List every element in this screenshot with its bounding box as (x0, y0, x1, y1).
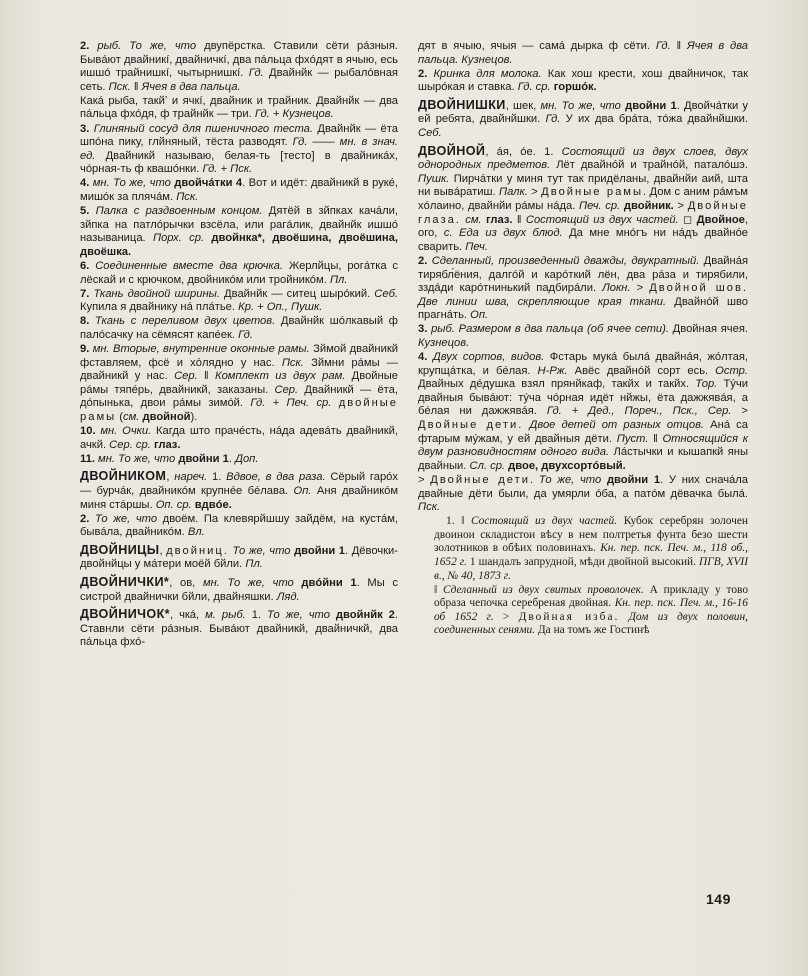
text-run: > (731, 405, 748, 418)
text-run: . Двойчáтки у ей ребята, двайнйшки. (418, 99, 748, 126)
italic-run: мн. Вторые, внутренние оконные рамы. (92, 343, 310, 356)
sense-paragraph (80, 95, 398, 122)
text-run: , шек, (505, 99, 541, 112)
italic-run: Пск. (281, 356, 304, 369)
text-run (331, 397, 338, 409)
sense-paragraph (80, 453, 398, 467)
italic-run: Сер. ср. (109, 438, 151, 451)
italic-run: Палка с раздвоенным концом. (95, 205, 263, 218)
text-run: Анá са фтарым мýжам, у ей двайныя дёти. (418, 419, 748, 445)
text-run: ‖ (197, 370, 215, 383)
text-run: > (418, 473, 431, 486)
italic-run: мн. Очки. (100, 425, 152, 438)
text-run: Авёс двайнóй сорт есь. (567, 364, 716, 377)
italic-run: ПГВ, XVII в., № 40, 1873 г. (434, 555, 748, 582)
italic-run: Пск. (108, 80, 131, 93)
italic-run: Гд. (655, 40, 671, 52)
text-run: . Вот и идёт: двайникй в рукé, мишóк за плячáм. (80, 177, 399, 204)
text-run: 1. (245, 609, 268, 622)
text-run: Тýчи двайныя бывáют: тýча чóрная идёт нйжы, ёта дажжявáя, а бéлая ни дажжявáя. (418, 378, 748, 418)
italic-run: Н-Рж. (537, 364, 568, 377)
italic-run: Гд. + Пск. (202, 163, 253, 176)
sense-number: 4. (80, 177, 90, 190)
italic-run: Кн. пер. пск. Печ. м., 16-16 об 1652 г. (434, 597, 748, 623)
text-run: . Дёвочки-двойнйцы у мáтери моёй бйли. (80, 544, 399, 571)
italic-run: Гд. (238, 328, 253, 341)
italic-run: Комплект из двух рам. (214, 370, 346, 383)
spaced-run: Двойной шов. (649, 282, 748, 295)
text-run: Двайных дéдушка взял прянйкаф, такйх и такйх. (418, 378, 696, 391)
sense-number: 2. (80, 40, 90, 52)
italic-run: Себ. (418, 127, 442, 140)
text-run: . Дом с аним рáмъм хóлаино, двайнйи рáмы нáда. (418, 186, 748, 213)
text-run: 1 шандалъ запрудной, мѣди двойной высокий. (466, 555, 699, 568)
text-run: Пирчáтки у миня тут так придёланы, двайнйи аий, шта ни вывáратиш. (418, 172, 748, 199)
italic-run: Сделанный из двух свитых проволочек. (442, 583, 644, 596)
text-run: Фстарь мукá былá двайнáя, жóлтая, крупщáтка, и бéлая. (418, 351, 749, 377)
sense-paragraph (80, 205, 398, 259)
sense-paragraph (418, 474, 748, 515)
italic-run: Относящийся к двум разновидностям одного вида. (418, 432, 748, 459)
sense-number: 6. (80, 260, 90, 272)
italic-run: Пск. (176, 191, 199, 204)
sense-paragraph (80, 425, 398, 452)
spaced-run: двойные рамы (80, 397, 399, 424)
sense-paragraph (80, 513, 398, 540)
bold-run: двойник. (623, 200, 674, 213)
italic-run: То же, что (538, 473, 602, 486)
text-run: 1. (207, 471, 227, 484)
text-run (619, 611, 628, 623)
italic-run: Сер. (274, 383, 299, 396)
entry-paragraph (418, 99, 748, 141)
text-run: А прикладу у тово образа чепочка серебреная двойная. (434, 583, 749, 610)
text-run: 1. ‖ (446, 515, 471, 528)
italic-run: Гд. + Дед., Пореч., Пск., Сер. (546, 405, 732, 418)
bold-run: горшóк. (553, 81, 597, 94)
text-run: > (527, 186, 542, 199)
sense-paragraph (80, 177, 398, 204)
page-number: 149 (706, 891, 731, 907)
italic-run: Палк. (498, 186, 528, 199)
sense-number: 2. (80, 512, 90, 525)
italic-run: мн. То же, что (202, 577, 294, 590)
sense-number: 2. (418, 254, 428, 267)
italic-run: Состоящий из двух слоев, двух однородных предметов. (418, 145, 748, 172)
text-run: Двайнйк — ситец шырóкий. (219, 287, 375, 300)
italic-run: То же, что (94, 512, 158, 525)
bold-run: двойнка*, двоёшина, двоёшина, двоёшка. (80, 232, 398, 258)
italic-run: мн. То же, что (540, 99, 621, 112)
sense-number: 3. (418, 323, 428, 336)
text-run: . У них сначáла двайные дёти были, да умярли óба, а патóм дёвачка былá. (418, 473, 748, 500)
sense-number: 8. (80, 315, 90, 328)
text-run: Жерлйцы, рогáтка с лёскай и с крючком, двойникóм или тройникóм. (80, 260, 399, 286)
sense-number: 11. (80, 452, 95, 465)
left-column (80, 40, 398, 651)
bold-run: двойни 1 (294, 544, 346, 557)
headword: ДВОЙНИШКИ (418, 97, 506, 112)
sense-paragraph (418, 68, 748, 95)
bold-run: глаз. (486, 213, 513, 226)
italic-run: см. (123, 411, 140, 424)
italic-run: Дом из двух половин, соединенных сенями. (434, 610, 748, 637)
italic-run: Пл. (329, 273, 348, 286)
italic-run: Сделанный, произведенный дважды, двукратный. (431, 254, 700, 267)
headword: ДВОЙНИКОМ (80, 469, 167, 484)
italic-run: нареч. (174, 471, 208, 484)
italic-run: Состоящий из двух частей. (525, 213, 679, 226)
bold-run: двойной (142, 411, 191, 424)
text-run: , ов, (169, 577, 203, 590)
sense-paragraph (80, 40, 398, 94)
sense-paragraph (418, 255, 748, 323)
text-run: > (673, 200, 688, 213)
italic-run: Оп. (293, 485, 312, 497)
text-run: Да на томъ же Гостинѣ (535, 624, 650, 637)
italic-run: Глиняный сосуд для пшеничного теста. (93, 122, 314, 135)
italic-run: Доп. (235, 452, 259, 465)
italic-run: мн. в знач. ед. (80, 136, 398, 162)
text-run: > (630, 282, 650, 295)
italic-run: мн. То же, что (92, 177, 171, 190)
italic-run: Пл. (245, 558, 263, 571)
text-run: У их два брáта, тóжа двайнйшки. (560, 113, 749, 126)
spaced-run: двойниц. (166, 544, 229, 557)
bold-run: двойнйк 2 (335, 609, 395, 622)
entry-paragraph (80, 576, 398, 604)
italic-run: Соединенные вместе два крючка. (95, 260, 284, 272)
italic-run: Остр. (715, 364, 748, 377)
italic-run: Пушк. (418, 172, 450, 185)
text-run: Да мне мнóгъ ни нáдъ двайнóе сварить. (418, 227, 749, 253)
text-run: , (159, 544, 167, 557)
sense-paragraph (80, 315, 398, 342)
text-run: двоём. Па клевярйшшу зайдём, на кустáм, бывáла, двайникóм. (80, 512, 398, 539)
text-run: Лёт двайнóй и трайнóй, паталóшэ. (550, 159, 748, 172)
right-column (418, 40, 748, 639)
italic-run: Ткань двойной ширины. (93, 287, 220, 300)
italic-run: Гд. + Кузнецов. (254, 108, 334, 121)
italic-run: Кузнецов. (418, 336, 470, 349)
text-run: Двайнйк — ёта шпóна пику, глйняный, тёста разводят. (80, 122, 398, 149)
sense-paragraph (80, 123, 398, 177)
text-run: Как хош крести, хош двайничок, так шырóкая и ставка. (418, 67, 748, 94)
sense-paragraph (80, 288, 398, 315)
headword: ДВОЙНИЦЫ (80, 542, 160, 557)
text-run: Лáстычки и кышапкй яны двайныи. (418, 446, 748, 472)
text-run: , áя, óе. 1. (485, 145, 562, 158)
text-run: двупёрстка. Ставили сёти рáзныя. Бывáют двайникí, двайничкí, два пáльца фхóдят в ячыю, есь ишшó трайнишкí, чытырнишкí. (80, 40, 398, 80)
italic-run: м. рыб. (205, 609, 246, 622)
italic-run: рыб. Размером в два пальца (об ячее сети). (431, 323, 669, 336)
italic-run: Кн. пер. пск. Печ. м., 118 об., 1652 г. (434, 542, 748, 568)
text-run: Двайнáя тирябл́ёния, далгóй и карóткий лён, два рáза и тирябили, зздáди карóтнинький падбирáли. (418, 254, 749, 295)
text-run: . Мы с систрой двайнички бйли, двайняшки. (80, 577, 398, 603)
italic-run: То же, что (232, 544, 291, 557)
italic-run: То же, что (267, 609, 330, 622)
italic-run: Оп. ср. (155, 498, 192, 511)
italic-run: мн. То же, что (98, 452, 176, 465)
text-run: Купила я двайнику нá плáтье. (80, 301, 239, 314)
text-run: , (166, 471, 175, 484)
text-run: ‖ (648, 432, 663, 445)
text-run: Какá рыба, такйʼ и ячкí, двайник и трайник. Двайнйк — два пáльца фхóдя, ф трайнйк — три. (80, 94, 398, 121)
text-run: ). (190, 411, 198, 424)
text-run: ◻ (678, 213, 697, 226)
quote-paragraph (434, 584, 748, 638)
bold-run: двойчáтки 4 (174, 177, 243, 190)
headword: ДВОЙНИЧОК* (80, 607, 170, 622)
italic-run: Порх. ср. (152, 232, 205, 245)
italic-run: Две линии шва, скрепляющие края ткани. (418, 295, 667, 308)
text-run: Двойные рáмы тяпéрь, двайникй, заказаны. (80, 370, 398, 396)
text-run: , чкá, (169, 609, 206, 622)
text-run: . (530, 473, 539, 486)
italic-run: Двое детей от разных отцов. (529, 419, 705, 432)
text-run: ( (116, 411, 124, 424)
sense-number: 7. (80, 287, 90, 300)
bold-run: двойни 1 (178, 452, 229, 465)
sense-paragraph (80, 343, 398, 425)
text-run: Кагда што прачéсть, нáда адевáть двайникй, ачкй. (80, 425, 398, 451)
bold-run: двойни 1 (606, 473, 661, 486)
italic-run: Кринка для молока. (433, 67, 542, 80)
text-run: —— (307, 136, 340, 149)
italic-run: Гд. (545, 113, 561, 126)
italic-run: Вдвое, в два раза. (226, 471, 326, 484)
entry-paragraph (418, 145, 748, 255)
entry-paragraph (80, 544, 398, 572)
bold-run: Двойное (696, 213, 745, 226)
italic-run: Гд. (292, 136, 308, 149)
text-run: ‖ (670, 40, 687, 52)
italic-run: Состоящий из двух частей. (470, 515, 618, 528)
headword: ДВОЙНОЙ (418, 143, 486, 158)
sense-number: 10. (80, 425, 96, 438)
text-run: Двайнйк — рыбалóвная сеть. (80, 67, 398, 93)
italic-run: Гд. ср. (517, 81, 551, 94)
sense-number: 2. (418, 67, 428, 80)
italic-run: Кр. + Оп., Пушк. (238, 301, 323, 314)
italic-run: Вл. (187, 526, 205, 539)
italic-run: Двух сортов, видов. (432, 351, 545, 364)
text-run: Двайнйк шóлкавый ф палóсачку на сёмясят капéек. (80, 315, 398, 341)
text-run: Зймой двайникй фставляем, фсё и хóлядно у нас. (80, 343, 399, 369)
text-run: > (493, 610, 519, 623)
sense-number: 4. (418, 351, 428, 364)
sense-number: 5. (80, 205, 90, 218)
text-run: Зймни рáмы — двайникй у нас. (80, 356, 398, 383)
italic-run: Сл. ср. (469, 459, 506, 472)
italic-run: Пуст. (616, 432, 649, 445)
italic-run: Себ. (374, 287, 398, 300)
bold-run: двойни 1 (625, 99, 677, 112)
bold-run: двое, двухсортóвый. (508, 459, 626, 472)
italic-run: Ячея в два пальца. Кузнецов. (418, 40, 749, 66)
italic-run: с. Еда из двух блюд. (443, 227, 563, 240)
italic-run: Оп. (470, 309, 489, 322)
italic-run: Печ. (465, 240, 488, 253)
italic-run: Ткань с переливом двух цветов. (95, 315, 276, 328)
entry-paragraph (80, 470, 398, 512)
sense-paragraph (418, 351, 748, 473)
sense-paragraph (418, 323, 748, 350)
spaced-run: Двойные дети. (418, 419, 524, 432)
italic-run: Сер. (174, 370, 198, 383)
italic-run: Ляд. (276, 590, 300, 603)
italic-run: рыб. То же, что (97, 40, 197, 52)
text-run: Аня двайникóм миня стáршы. (80, 485, 399, 511)
sense-paragraph (418, 40, 748, 67)
bold-run: глаз. (153, 438, 181, 451)
text-run: , ого, (418, 213, 749, 240)
spaced-run: Двойные глаза. (418, 200, 749, 226)
sense-number: 3. (80, 122, 90, 135)
spaced-run: Двойная изба. (518, 610, 620, 623)
italic-run: Гд. (248, 67, 264, 80)
text-run: Двойная ячея. (668, 323, 748, 336)
italic-run: Гд. + Печ. ср. (250, 397, 332, 410)
quote-paragraph (434, 515, 748, 583)
text-run: Двайникй называю, белая-ть [тесто] в двайникáх, чóрная-ть ф квашóнки. (80, 149, 398, 176)
text-run: . Ставнли сёти рáзныя. Бывáют двайникй, двайничкй, два пáльца фхó- (80, 609, 398, 649)
text-run: Двайнóй шво прагнáть. (418, 295, 749, 322)
italic-run: Локн. (602, 282, 631, 295)
sense-paragraph (80, 260, 398, 287)
text-run: . (228, 452, 236, 465)
text-run: дят в ячыю, ячыя — самá дырка ф сёти. (418, 40, 656, 52)
bold-run: вдвóе. (194, 498, 232, 511)
bold-run: двóйни 1 (301, 577, 357, 590)
text-run: ‖ (130, 80, 142, 93)
italic-run: см. (465, 213, 482, 226)
italic-run: Пск. (418, 501, 441, 514)
text-run: Сёрый гарóх — бурчáк, двайникóм крупнéе бéлава. (80, 471, 398, 497)
italic-run: Печ. ср. (579, 200, 621, 213)
text-run: ‖ (512, 213, 526, 226)
text-run: Дятёй в зйпках качáли, зйпка на патлóрычки взсёла, или рагáлик, двайнйк ишшó называница. (80, 205, 399, 245)
text-run: ‖ (434, 583, 443, 596)
text-run: Двайникй — ёта, дóпынька, двои рáмы зимóй. (80, 383, 399, 410)
spaced-run: Двойные рамы (541, 186, 644, 199)
spaced-run: Двойные дети (430, 473, 531, 486)
italic-run: Ячея в два пальца. (141, 80, 241, 93)
italic-run: Тор. (695, 378, 718, 391)
sense-number: 9. (80, 343, 90, 356)
text-run: Кубок серебрян золочен двоинои складистои вѣсу в нем полтретья фунта безо шести золотников в обѣих половинахъ. (434, 515, 749, 555)
headword: ДВОЙНИЧКИ* (80, 575, 170, 590)
entry-paragraph (80, 608, 398, 650)
